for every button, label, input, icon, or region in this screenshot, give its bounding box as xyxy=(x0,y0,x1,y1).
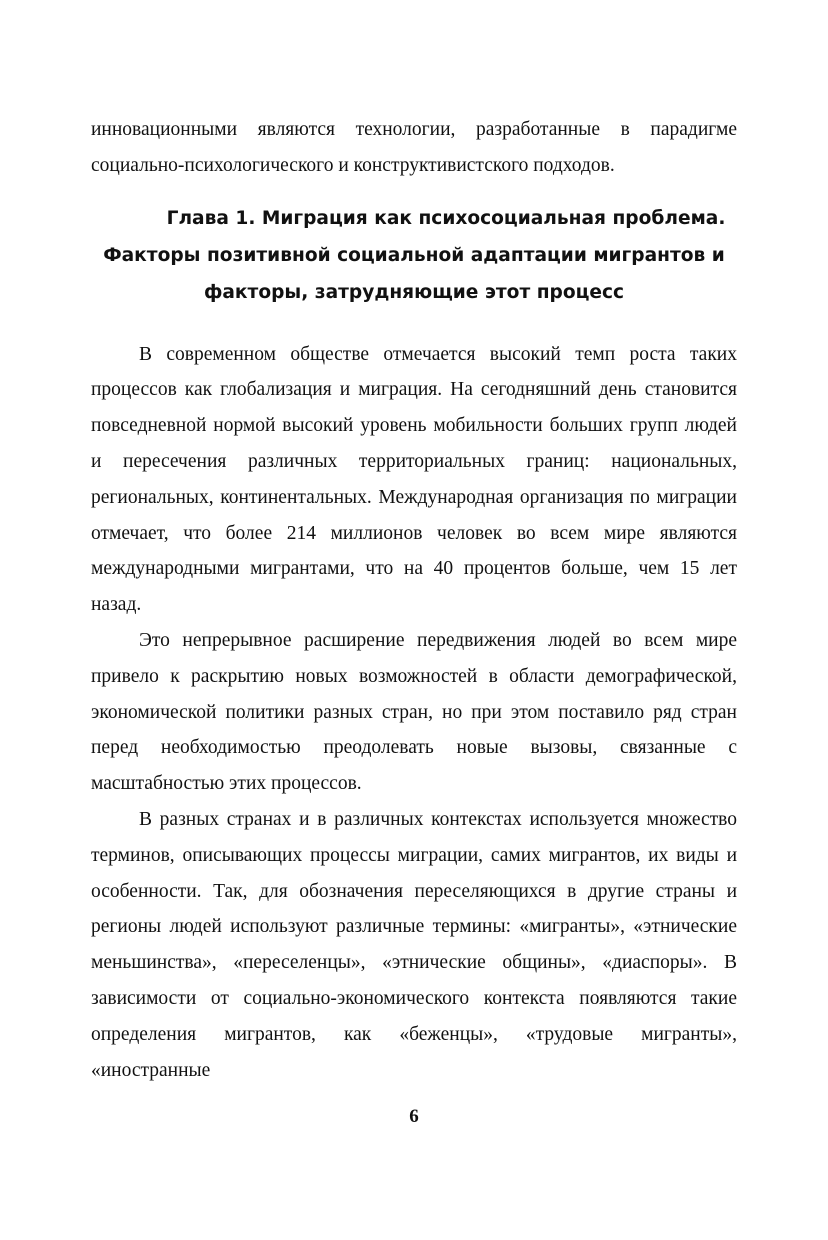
intro-paragraph: инновационными являются технологии, разработанные в парадигме социально-психологического и конструктивистского подходов. xyxy=(91,119,737,176)
document-page xyxy=(91,112,737,1088)
chapter-heading-line-2: Факторы позитивной социальной адаптации мигрантов и xyxy=(103,244,725,266)
body-paragraph-3: В разных странах и в различных контекстах используется множество терминов, описывающих процессы миграции, самих мигрантов, их виды и особенности. Так, для обозначения переселяющихся в другие страны и регионы людей используют различные термины: «мигранты», «этнические меньшинства», «переселенцы», «этнические общины», «диаспоры». В зависимости от социально-экономического контекста появляются такие определения мигрантов, как «беженцы», «трудовые мигранты», «иностранные xyxy=(91,808,737,1081)
page-number: 6 xyxy=(409,1106,419,1127)
chapter-heading-line-1: Глава 1. Миграция как психосоциальная проблема. xyxy=(166,207,726,229)
chapter-heading xyxy=(91,200,737,311)
body-paragraph-1: В современном обществе отмечается высокий темп роста таких процессов как глобализация и миграция. На сегодняшний день становится повседневной нормой высокий уровень мобильности больших групп людей и пересечения различных территориальных границ: национальных, региональных, континентальных. Международная организация по миграции отмечает, что более 214 миллионов человек во всем мире являются международными мигрантами, что на 40 процентов больше, чем 15 лет назад. xyxy=(91,343,737,616)
body-paragraph-2: Это непрерывное расширение передвижения людей во всем мире привело к раскрытию новых возможностей в области демографической, экономической политики разных стран, но при этом поставило ряд стран перед необходимостью преодолевать новые вызовы, связанные с масштабностью этих процессов. xyxy=(91,629,737,795)
chapter-heading-line-3: факторы, затрудняющие этот процесс xyxy=(203,281,625,303)
